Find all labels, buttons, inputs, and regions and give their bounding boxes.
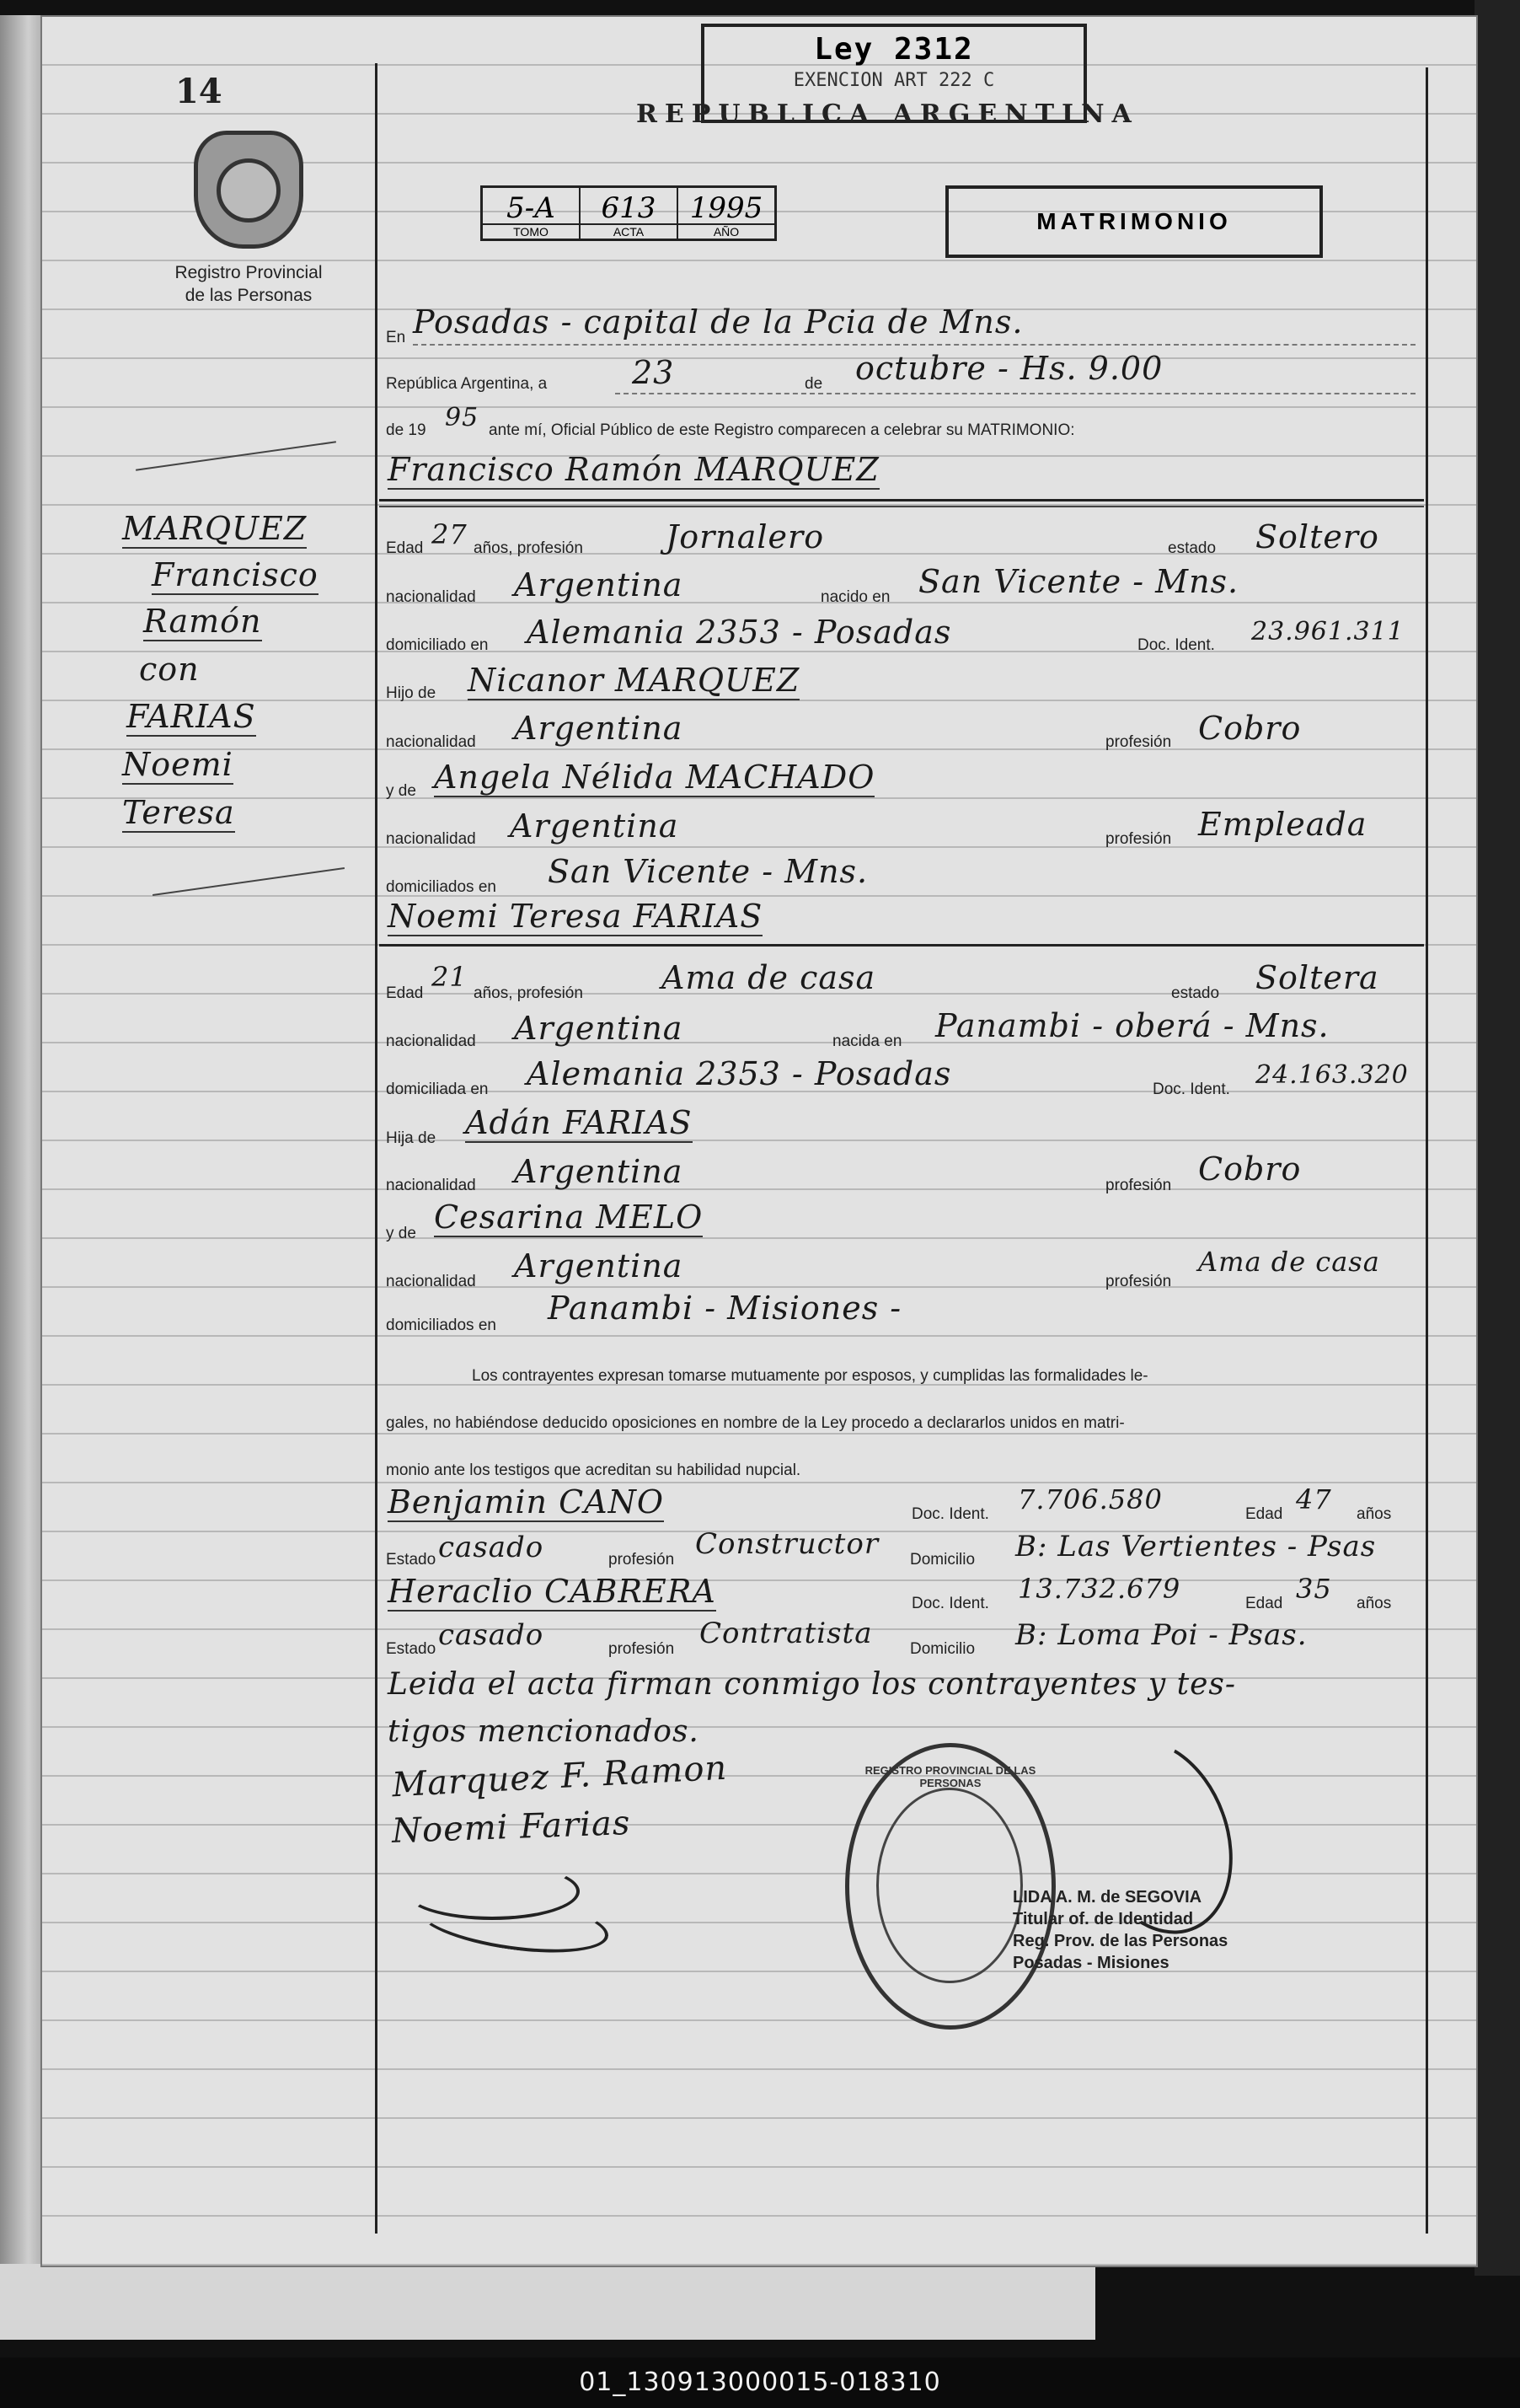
box-ano: 1995 AÑO: [678, 188, 774, 239]
bride-mother-nationality: Argentina: [514, 1247, 683, 1284]
groom-yde-label: y de: [386, 782, 416, 800]
scan-bottom-margin: [0, 2264, 1095, 2340]
bride-father-nat-label: nacionalidad: [386, 1177, 476, 1194]
bride-parents-dom-label: domiciliados en: [386, 1317, 496, 1334]
groom-father-profession: Cobro: [1198, 710, 1302, 747]
margin-name-line: Teresa: [122, 794, 235, 831]
witness-1-name: Benjamin CANO: [388, 1483, 664, 1520]
witness-1-doc: 7.706.580: [1018, 1483, 1163, 1515]
registry-label: Registro Provincial de las Personas: [174, 263, 323, 305]
groom-doc-label: Doc. Ident.: [1137, 636, 1215, 654]
witness-1-age: 47: [1296, 1483, 1332, 1515]
witness-2-name: Heraclio CABRERA: [388, 1573, 716, 1610]
declaration-line: monio ante los testigos que acreditan su habilidad nupcial.: [386, 1461, 801, 1479]
bride-mother-prof-label: profesión: [1105, 1273, 1172, 1290]
groom-name: Francisco Ramón MARQUEZ: [388, 451, 880, 488]
groom-father-nationality: Argentina: [514, 710, 683, 747]
ley-stamp: Ley 2312 EXENCION ART 222 C: [701, 24, 1087, 123]
cancel-stroke: [153, 867, 345, 896]
de-label: de: [805, 375, 823, 393]
witness-1-edad-label: Edad: [1245, 1505, 1283, 1523]
groom-dom-label: domiciliado en: [386, 636, 489, 654]
margin-name-line: con: [139, 651, 200, 688]
scan-id-footer: 01_130913000015-018310: [0, 2357, 1520, 2408]
groom-mother-nationality: Argentina: [510, 807, 679, 845]
groom-father-prof-label: profesión: [1105, 733, 1172, 751]
groom-nacido-label: nacido en: [821, 588, 891, 606]
declaration-line: gales, no habiéndose deducido oposiciones en nombre de la Ley procedo a declararlos unidos en matri-: [386, 1414, 1125, 1432]
groom-edad-label: Edad: [386, 539, 424, 557]
bride-father-profession: Cobro: [1198, 1150, 1302, 1188]
right-rule: [1426, 67, 1428, 2234]
groom-parents-address: San Vicente - Mns.: [548, 853, 869, 890]
groom-parents-dom-label: domiciliados en: [386, 878, 496, 896]
box-acta: 613 ACTA: [581, 188, 678, 239]
scan-background: [1475, 0, 1520, 2276]
witness-2-profession: Contratista: [699, 1617, 873, 1650]
bride-birthplace: Panambi - oberá - Mns.: [935, 1007, 1330, 1044]
bride-yde-label: y de: [386, 1225, 416, 1242]
fill-line: [413, 344, 1416, 346]
witness-1-address: B: Las Vertientes - Psas: [1015, 1530, 1377, 1563]
bride-father: Adán FARIAS: [465, 1104, 693, 1141]
bride-anos-label: años, profesión: [474, 984, 583, 1002]
bride-address: Alemania 2353 - Posadas: [527, 1055, 952, 1092]
groom-civil-status: Soltero: [1255, 518, 1379, 555]
marriage-day: 23: [632, 354, 675, 391]
witness-1-prof-label: profesión: [608, 1551, 675, 1569]
register-page: [40, 15, 1478, 2267]
margin-name-line: FARIAS: [126, 698, 256, 735]
bride-profession: Ama de casa: [661, 959, 876, 996]
groom-mother: Angela Nélida MACHADO: [434, 759, 875, 796]
record-type-box: MATRIMONIO: [945, 185, 1323, 258]
republic-label: República Argentina, a: [386, 375, 548, 393]
marriage-month-time: octubre - Hs. 9.00: [855, 350, 1164, 387]
closing-line: tigos mencionados.: [388, 1714, 699, 1749]
bride-name: Noemi Teresa FARIAS: [388, 898, 763, 935]
groom-nationality: Argentina: [514, 566, 683, 603]
bride-estado-label: estado: [1171, 984, 1220, 1002]
bride-signature: Noemi Farias: [391, 1804, 632, 1851]
witness-2-prof-label: profesión: [608, 1640, 675, 1658]
page-number: 14: [175, 72, 222, 111]
bride-parents-address: Panambi - Misiones -: [548, 1290, 902, 1327]
bride-nationality: Argentina: [514, 1010, 683, 1047]
bride-age: 21: [431, 961, 468, 993]
bride-nacida-label: nacida en: [832, 1032, 902, 1050]
box-tomo: 5-A TOMO: [483, 188, 581, 239]
marriage-year: 95: [445, 403, 479, 432]
bride-civil-status: Soltera: [1255, 959, 1379, 996]
witness-1-dom-label: Domicilio: [910, 1551, 976, 1569]
witness-2-dom-label: Domicilio: [910, 1640, 976, 1658]
bride-doc: 24.163.320: [1255, 1060, 1409, 1090]
bride-mother: Cesarina MELO: [434, 1199, 704, 1236]
margin-rule: [375, 63, 377, 2234]
book-binding: [0, 15, 40, 2264]
groom-mother-nat-label: nacionalidad: [386, 830, 476, 848]
groom-anos-label: años, profesión: [474, 539, 583, 557]
bride-father-prof-label: profesión: [1105, 1177, 1172, 1194]
closing-line: Leida el acta firman conmigo los contrayentes y tes-: [388, 1667, 1237, 1702]
witness-1-estado-label: Estado: [386, 1551, 436, 1569]
groom-doc: 23.961.311: [1251, 617, 1405, 646]
en-label: En: [386, 329, 406, 346]
fill-line: [615, 393, 1416, 394]
margin-name-line: Ramón: [143, 603, 262, 640]
country-heading: REPUBLICA ARGENTINA: [636, 99, 1139, 129]
groom-hijo-label: Hijo de: [386, 684, 436, 702]
groom-father: Nicanor MARQUEZ: [468, 662, 800, 699]
witness-2-estado-label: Estado: [386, 1640, 436, 1658]
bride-edad-label: Edad: [386, 984, 424, 1002]
groom-birthplace: San Vicente - Mns.: [918, 563, 1239, 600]
groom-age: 27: [431, 518, 468, 550]
witness-1-anos-label: años: [1357, 1505, 1392, 1523]
groom-signature: Marquez F. Ramon: [391, 1748, 729, 1805]
groom-address: Alemania 2353 - Posadas: [527, 614, 952, 651]
marriage-place: Posadas - capital de la Pcia de Mns.: [413, 303, 1024, 341]
bride-nat-label: nacionalidad: [386, 1032, 476, 1050]
witness-2-civil-status: casado: [438, 1618, 544, 1652]
cancel-stroke: [136, 441, 336, 470]
witness-1-doc-label: Doc. Ident.: [912, 1505, 989, 1523]
groom-father-nat-label: nacionalidad: [386, 733, 476, 751]
margin-name-line: Francisco: [152, 556, 318, 593]
witness-2-anos-label: años: [1357, 1595, 1392, 1612]
witness-2-doc-label: Doc. Ident.: [912, 1595, 989, 1612]
groom-profession: Jornalero: [666, 518, 825, 555]
witness-2-doc: 13.732.679: [1018, 1573, 1181, 1605]
official-signature-block: LIDA A. M. de SEGOVIA Titular of. de Identidad Reg. Prov. de las Personas Posadas - Misiones: [1013, 1888, 1228, 1972]
section-rule: [379, 499, 1424, 501]
witness-2-address: B: Loma Poi - Psas.: [1015, 1618, 1308, 1652]
declaration-line: Los contrayentes expresan tomarse mutuamente por esposos, y cumplidas las formalidades le-: [472, 1367, 1148, 1385]
groom-mother-profession: Empleada: [1198, 806, 1367, 843]
intro-text: ante mí, Oficial Público de este Registro comparecen a celebrar su MATRIMONIO:: [489, 421, 1075, 439]
bride-doc-label: Doc. Ident.: [1153, 1081, 1230, 1098]
witness-2-edad-label: Edad: [1245, 1595, 1283, 1612]
official-round-seal-icon: REGISTRO PROVINCIAL DE LAS PERSONAS: [845, 1743, 1056, 2030]
bride-hija-label: Hija de: [386, 1129, 436, 1147]
bride-mother-nat-label: nacionalidad: [386, 1273, 476, 1290]
margin-name-line: Noemi: [122, 746, 233, 783]
provincial-seal-icon: [194, 131, 303, 249]
bride-father-nationality: Argentina: [514, 1153, 683, 1190]
record-boxes: [480, 185, 777, 241]
witness-2-age: 35: [1296, 1573, 1332, 1605]
witness-1-profession: Constructor: [695, 1527, 880, 1561]
section-rule: [379, 944, 1424, 947]
groom-nat-label: nacionalidad: [386, 588, 476, 606]
bride-dom-label: domiciliada en: [386, 1081, 489, 1098]
section-rule: [379, 506, 1424, 507]
groom-mother-prof-label: profesión: [1105, 830, 1172, 848]
groom-estado-label: estado: [1168, 539, 1217, 557]
witness-1-civil-status: casado: [438, 1531, 544, 1564]
bride-mother-profession: Ama de casa: [1198, 1246, 1380, 1278]
margin-name-line: MARQUEZ: [122, 510, 308, 547]
year-prefix: de 19: [386, 421, 426, 439]
